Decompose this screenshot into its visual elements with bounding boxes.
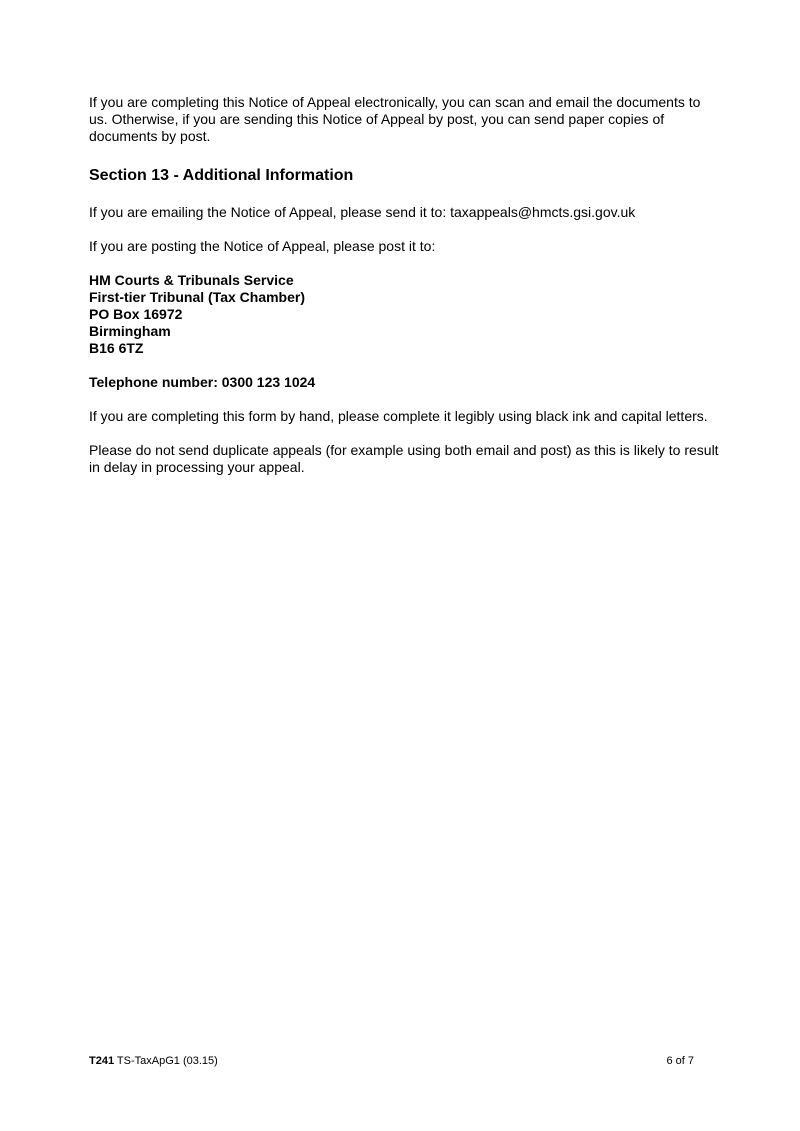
- address-line-city: Birmingham: [89, 323, 171, 339]
- section-heading: Section 13 - Additional Information: [89, 167, 354, 184]
- address-line-po-box: PO Box 16972: [89, 306, 183, 322]
- duplicate-warning: Please do not send duplicate appeals (for example using both email and post) as this is likely to result in delay in processing your appeal.: [89, 442, 719, 475]
- post-instruction: If you are posting the Notice of Appeal, please post it to:: [89, 238, 436, 254]
- document-page: [89, 94, 719, 476]
- page-footer: [89, 1054, 694, 1068]
- address-line-tribunal: First-tier Tribunal (Tax Chamber): [89, 289, 305, 305]
- intro-paragraph: If you are completing this Notice of Appeal electronically, you can scan and email the documents to us. Otherwise, if you are sending this Notice of Appeal by post, you can send paper copies of documents by post.: [89, 94, 701, 144]
- email-instruction: If you are emailing the Notice of Appeal, please send it to: taxappeals@hmcts.gsi.gov.uk: [89, 204, 636, 220]
- page-number: 6 of 7: [666, 1055, 694, 1067]
- telephone-number: Telephone number: 0300 123 1024: [89, 374, 316, 390]
- address-line-postcode: B16 6TZ: [89, 340, 144, 356]
- form-reference: TS-TaxApG1 (03.15): [114, 1055, 218, 1067]
- form-code: T241: [89, 1055, 115, 1067]
- handwritten-instruction: If you are completing this form by hand, please complete it legibly using black ink and capital letters.: [89, 408, 708, 424]
- postal-address: [89, 272, 719, 357]
- address-line-organisation: HM Courts & Tribunals Service: [89, 272, 294, 288]
